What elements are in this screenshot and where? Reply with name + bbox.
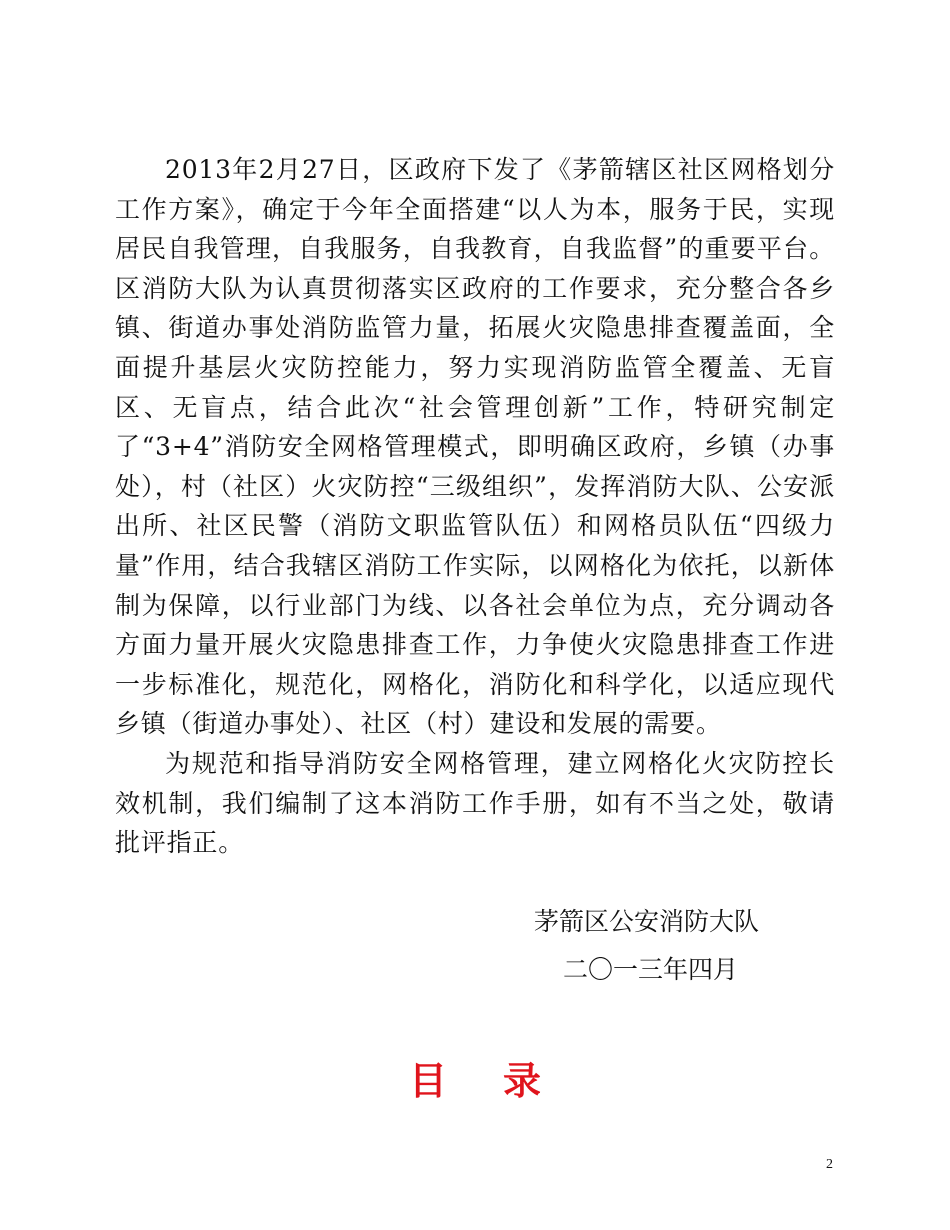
signature-date: 二〇一三年四月: [563, 955, 739, 984]
preface-paragraph-1: 2013年2月27日，区政府下发了《茅箭辖区社区网格划分工作方案》，确定于今年全面搭建“以人为本，服务于民，实现居民自我管理，自我服务，自我教育，自我监督”的重要平台。区消防大队为认真贯彻落实区政府的工作要求，充分整合各乡镇、街道办事处消防监管力量，拓展火灾隐患排查覆盖面，全面提升基层火灾防控能力，努力实现消防监管全覆盖、无盲区、无盲点，结合此次“社会管理创新”工作，特研究制定了“3+4”消防安全网格管理模式，即明确区政府，乡镇（办事处），村（社区）火灾防控“三级组织”，发挥消防大队、公安派出所、社区民警（消防文职监管队伍）和网格员队伍“四级力量”作用，结合我辖区消防工作实际，以网格化为依托，以新体制为保障，以行业部门为线、以各社会单位为点，充分调动各方面力量开展火灾隐患排查工作，力争使火灾隐患排查工作进一步标准化，规范化，网格化，消防化和科学化，以适应现代乡镇（街道办事处）、社区（村）建设和发展的需要。: [115, 155, 835, 739]
table-of-contents-heading: 目录: [408, 1059, 597, 1103]
preface-paragraph-2: 为规范和指导消防安全网格管理，建立网格化火灾防控长效机制，我们编制了这本消防工作手册，如有不当之处，敬请批评指正。: [115, 748, 835, 858]
signature-block: [530, 898, 830, 994]
preface-body: [115, 150, 835, 863]
page-number: 2: [826, 1157, 833, 1172]
signature-organization: 茅箭区公安消防大队: [534, 907, 760, 936]
